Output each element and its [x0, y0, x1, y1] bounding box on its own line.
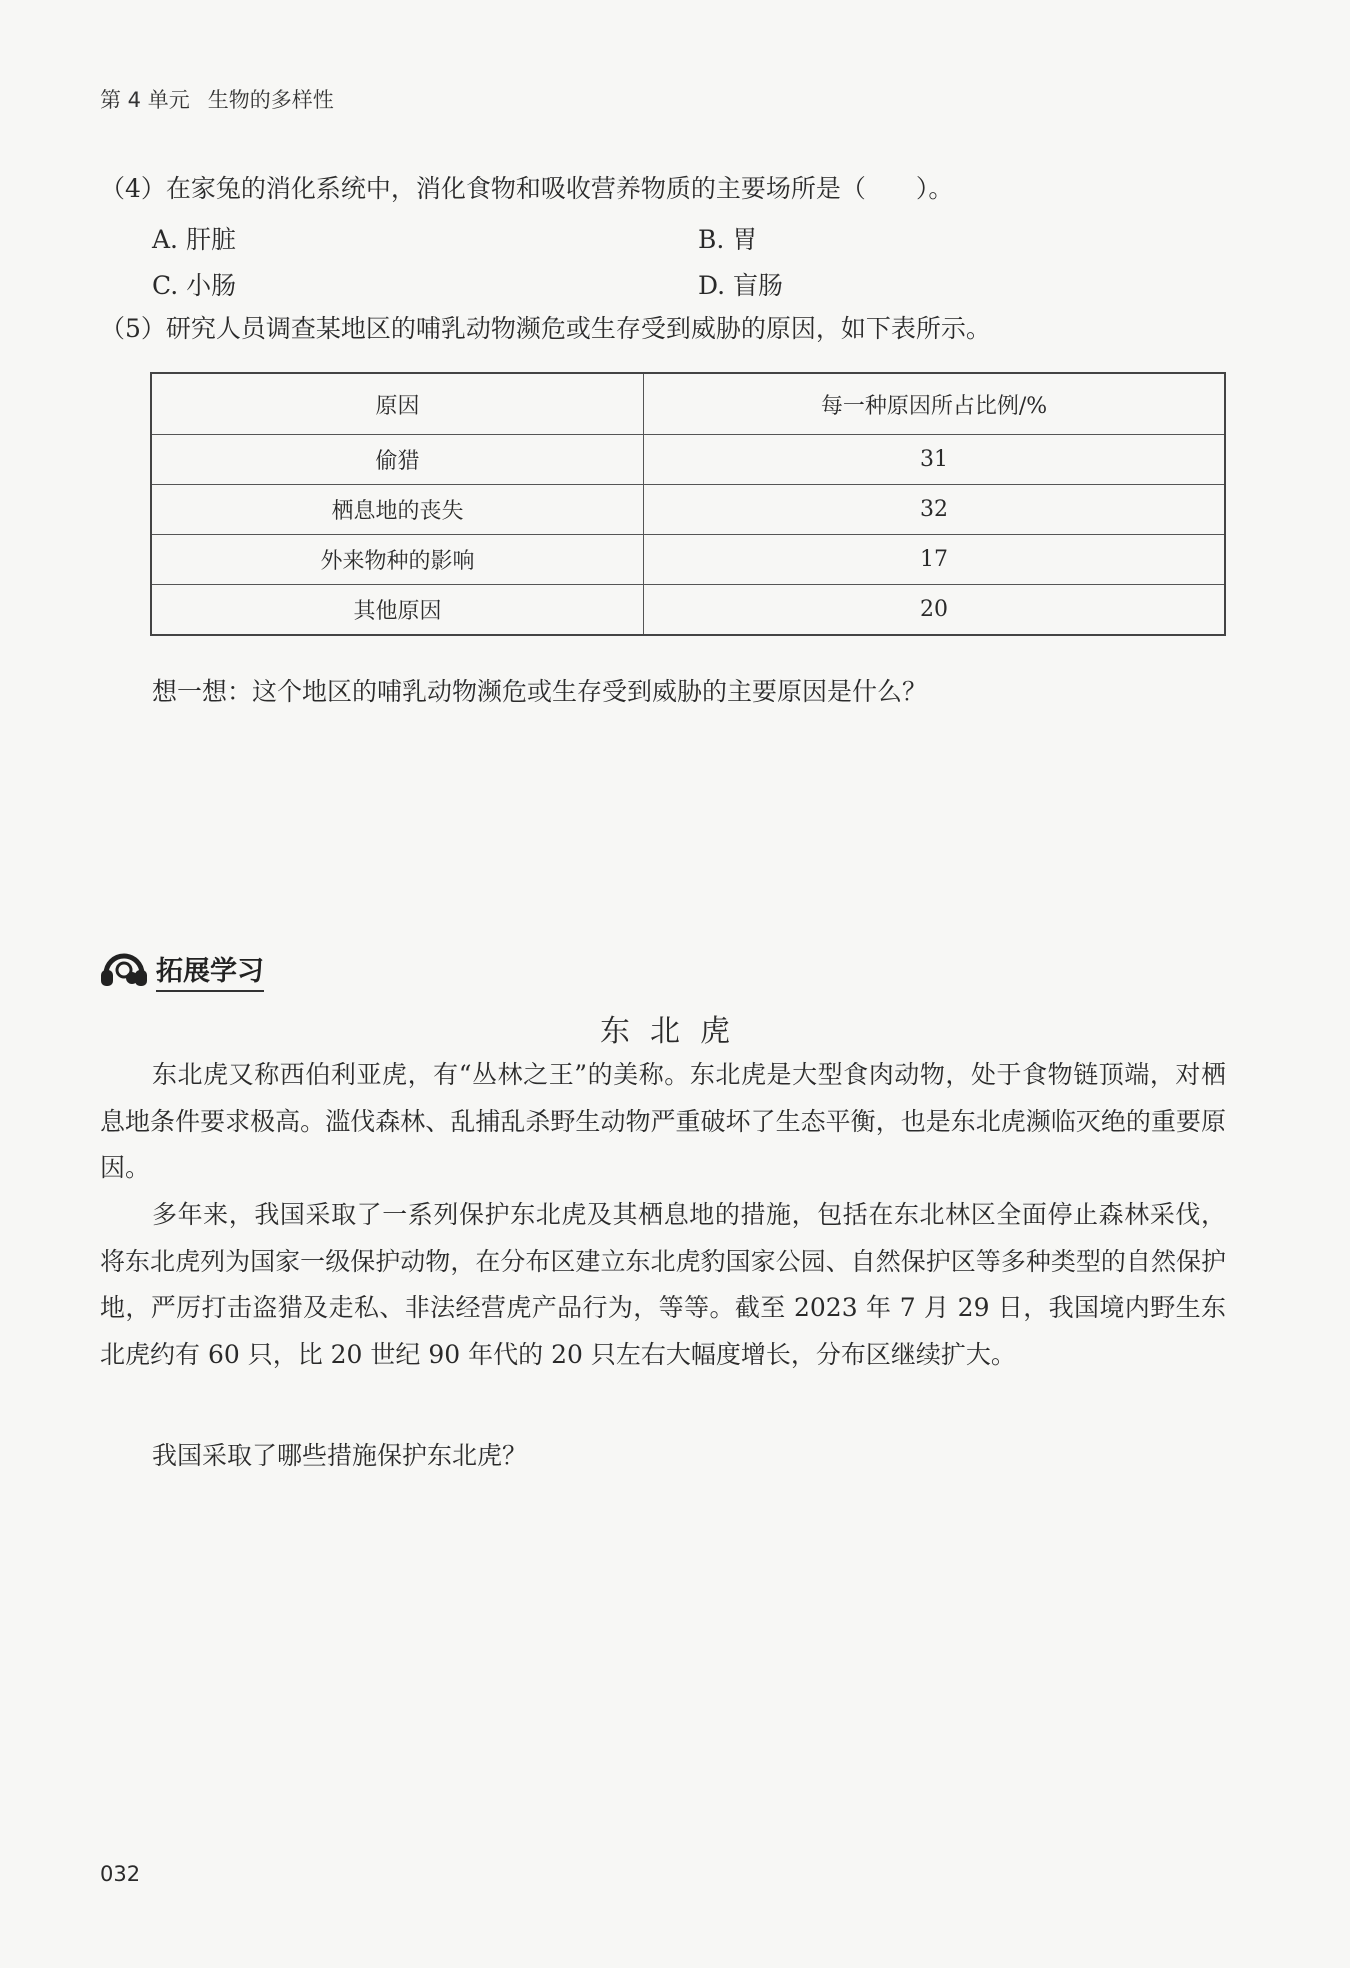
cell-cause: 栖息地的丧失	[151, 485, 644, 535]
header-percent: 每一种原因所占比例/%	[644, 373, 1226, 435]
table-row	[151, 585, 1225, 636]
question-5-stem: （5）研究人员调查某地区的哺乳动物濒危或生存受到威胁的原因，如下表所示。	[100, 314, 991, 343]
cell-percent: 20	[644, 585, 1226, 636]
extension-heading	[98, 948, 264, 992]
cell-cause: 其他原因	[151, 585, 644, 636]
table-row	[151, 535, 1225, 585]
article-title: 东北虎	[600, 1014, 750, 1049]
unit-label: 第 4 单元	[100, 88, 190, 112]
cell-cause: 外来物种的影响	[151, 535, 644, 585]
page-number: 032	[100, 1862, 141, 1886]
unit-title: 生物的多样性	[207, 88, 334, 112]
headphones-icon	[98, 948, 150, 992]
running-header	[100, 84, 334, 114]
article-question: 我国采取了哪些措施保护东北虎？	[152, 1441, 528, 1470]
cell-percent: 31	[644, 435, 1226, 485]
extension-label: 拓展学习	[156, 949, 264, 992]
table-row	[151, 485, 1225, 535]
article-paragraph: 多年来，我国采取了一系列保护东北虎及其栖息地的措施，包括在东北林区全面停止森林采伐，将东北虎列为国家一级保护动物，在分布区建立东北虎豹国家公园、自然保护区等多种类型的自然保护地，严厉打击盗猎及走私、非法经营虎产品行为，等等。截至 2023 年 7 月 29 日，我国境内野生东北虎约有 60 只，比 20 世纪 90 年代的 20 只左右大幅度增长，分布区继续扩大。	[100, 1200, 1226, 1369]
option-a: A. 肝脏	[152, 225, 236, 254]
table-header-row	[151, 373, 1225, 435]
table-row	[151, 435, 1225, 485]
cell-cause: 偷猎	[151, 435, 644, 485]
cell-percent: 32	[644, 485, 1226, 535]
option-b: B. 胃	[698, 225, 758, 254]
option-c: C. 小肠	[152, 271, 237, 300]
question-4-stem: （4）在家兔的消化系统中，消化食物和吸收营养物质的主要场所是（ ）。	[100, 174, 954, 203]
cell-percent: 17	[644, 535, 1226, 585]
header-cause: 原因	[151, 373, 644, 435]
threat-cause-table	[150, 372, 1226, 636]
option-d: D. 盲肠	[698, 271, 784, 300]
think-prompt: 想一想：这个地区的哺乳动物濒危或生存受到威胁的主要原因是什么？	[152, 677, 928, 706]
article-paragraph: 东北虎又称西伯利亚虎，有“丛林之王”的美称。东北虎是大型食肉动物，处于食物链顶端，对栖息地条件要求极高。滥伐森林、乱捕乱杀野生动物严重破坏了生态平衡，也是东北虎濒临灭绝的重要原因。	[100, 1060, 1226, 1182]
